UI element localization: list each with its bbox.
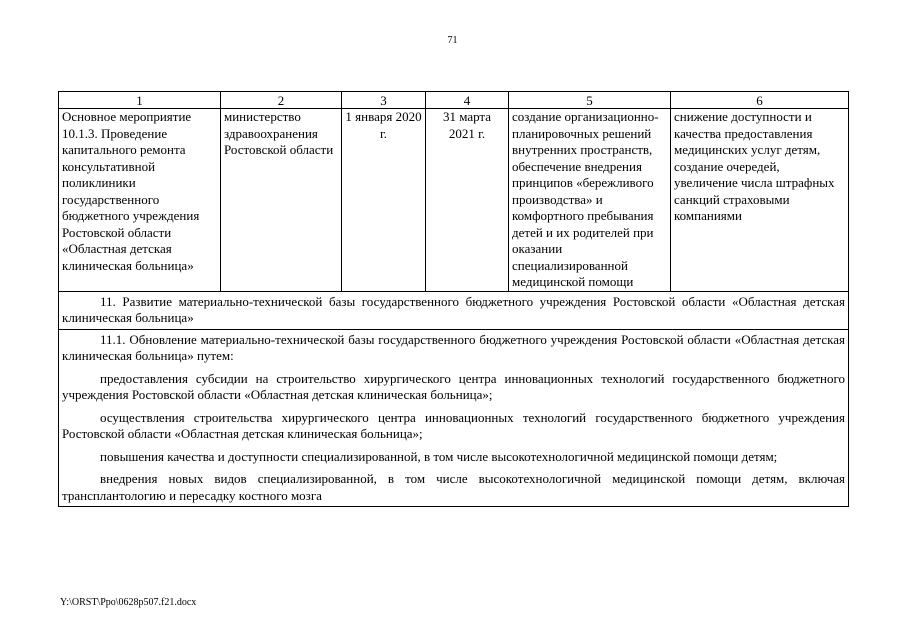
column-header-5: 5 [509,92,671,109]
table-row [59,109,849,292]
start-date-cell: 1 января 2020 г. [342,109,426,292]
column-header-1: 1 [59,92,221,109]
section-row [59,291,849,329]
column-header-3: 3 [342,92,426,109]
executor-cell: министерство здравоохранения Ростовской области [221,109,342,292]
list-item: осуществления строительства хирургического центра инновационных технологий государственного бюджетного учреждения Ростовской области «Областная детская клиническая больница»; [62,409,845,441]
list-item: повышения качества и доступности специализированной, в том числе высокотехнологичной медицинской помощи детям; [100,448,778,464]
section-11-heading: 11. Развитие материально-технической базы государственного бюджетного учреждения Ростовской области «Областная детская клиническая больница» [62,293,845,325]
end-date-cell: 31 марта 2021 г. [426,109,509,292]
section-11-1-cell [59,329,849,507]
column-header-4: 4 [426,92,509,109]
list-item: предоставления субсидии на строительство хирургического центра инновационных технологий государственного бюджетного учреждения Ростовской области «Областная детская клиническая больница»; [62,370,845,402]
section-row [59,329,849,507]
list-item: внедрения новых видов специализированной, в том числе высокотехнологичной медицинской помощи детям, включая трансплантологию и пересадку костного мозга [62,471,845,503]
page-number: 71 [447,35,458,46]
expected-result-cell: создание организационно-планировочных решений внутренних пространств, обеспечение внедрения принципов «бережливого производства» и комфортного пребывания детей и их родителей при оказании специализированной медицинской помощи [509,109,671,292]
column-header-2: 2 [221,92,342,109]
consequences-cell: снижение доступности и качества предоставления медицинских услуг детям, создание очередей, увеличение числа штрафных санкций страховыми компаниями [671,109,849,292]
file-path-footer: Y:\ORST\Ppo\0628p507.f21.docx [60,597,197,608]
measure-cell: Основное мероприятие 10.1.3. Проведение капитального ремонта консультативной поликлиники государственного бюджетного учреждения Ростовской области «Областная детская клиническая больница» [59,109,221,292]
section-11-cell [59,291,849,329]
table-header-row [59,92,849,109]
section-11-1-heading: 11.1. Обновление материально-технической базы государственного бюджетного учреждения Ростовской области «Областная детская клиническая больница» путем: [62,331,845,363]
program-table [58,91,849,507]
column-header-6: 6 [671,92,849,109]
